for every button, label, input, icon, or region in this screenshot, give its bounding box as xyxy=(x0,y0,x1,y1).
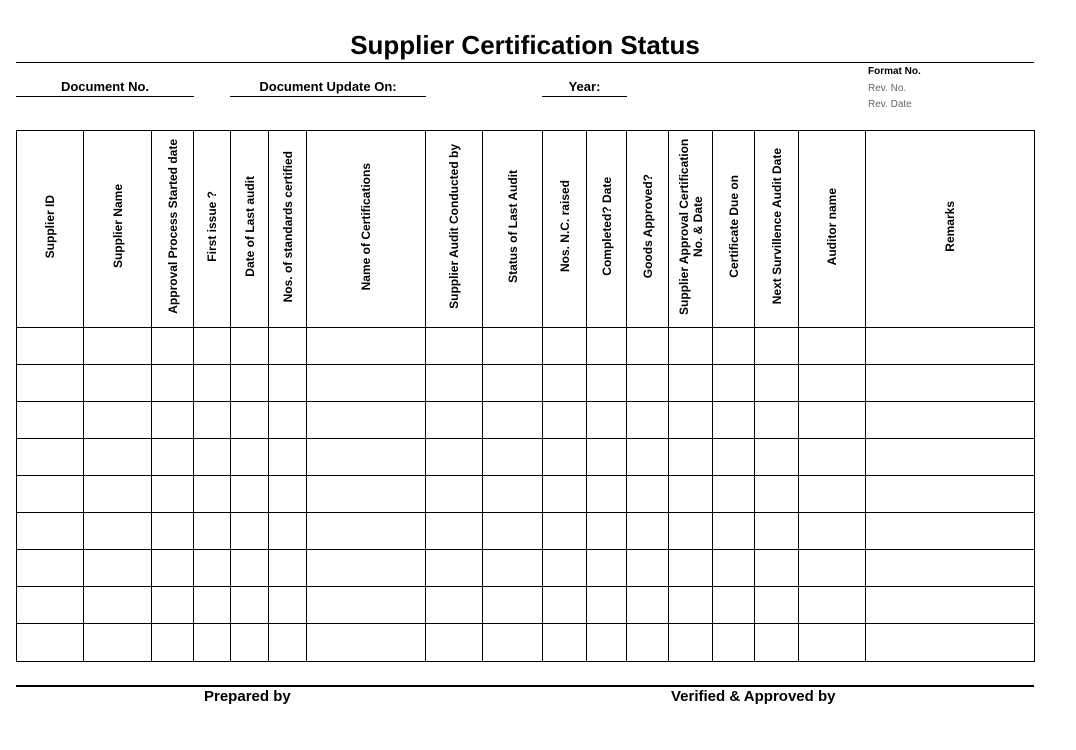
table-cell[interactable] xyxy=(669,587,713,624)
table-cell[interactable] xyxy=(152,476,194,513)
table-cell[interactable] xyxy=(669,624,713,662)
table-cell[interactable] xyxy=(194,513,231,550)
table-cell[interactable] xyxy=(669,328,713,365)
table-cell[interactable] xyxy=(799,365,866,402)
table-cell[interactable] xyxy=(587,587,627,624)
table-cell[interactable] xyxy=(231,365,269,402)
table-cell[interactable] xyxy=(627,550,669,587)
table-cell[interactable] xyxy=(866,328,1035,365)
table-cell[interactable] xyxy=(713,328,755,365)
table-cell[interactable] xyxy=(84,328,152,365)
table-cell[interactable] xyxy=(84,439,152,476)
table-cell[interactable] xyxy=(483,439,543,476)
table-cell[interactable] xyxy=(307,513,426,550)
table-row xyxy=(17,402,1035,439)
column-header xyxy=(231,131,269,328)
document-no-label: Document No. xyxy=(60,79,150,94)
rev-no-label: Rev. No. xyxy=(868,83,907,94)
table-cell[interactable] xyxy=(426,328,483,365)
table-cell[interactable] xyxy=(17,328,84,365)
column-header-label: Nos. of standards certified xyxy=(280,150,295,303)
table-cell[interactable] xyxy=(307,439,426,476)
certification-table-wrapper xyxy=(16,130,1034,652)
table-cell[interactable] xyxy=(231,624,269,662)
table-cell[interactable] xyxy=(84,365,152,402)
table-cell[interactable] xyxy=(799,476,866,513)
column-header xyxy=(426,131,483,328)
column-header-label: Supplier Approval Certification No. & Date xyxy=(676,138,705,315)
table-cell[interactable] xyxy=(231,328,269,365)
table-cell[interactable] xyxy=(426,550,483,587)
table-cell[interactable] xyxy=(194,402,231,439)
table-cell[interactable] xyxy=(194,328,231,365)
table-cell[interactable] xyxy=(669,476,713,513)
table-cell[interactable] xyxy=(669,365,713,402)
table-cell[interactable] xyxy=(194,365,231,402)
table-cell[interactable] xyxy=(152,550,194,587)
table-cell[interactable] xyxy=(483,476,543,513)
year-field[interactable] xyxy=(542,78,627,97)
table-cell[interactable] xyxy=(194,476,231,513)
table-cell[interactable] xyxy=(307,476,426,513)
table-cell[interactable] xyxy=(799,624,866,662)
table-cell[interactable] xyxy=(669,439,713,476)
table-cell[interactable] xyxy=(713,439,755,476)
column-header-label: Remarks xyxy=(943,201,957,252)
table-cell[interactable] xyxy=(307,624,426,662)
table-cell[interactable] xyxy=(483,365,543,402)
table-cell[interactable] xyxy=(587,624,627,662)
table-cell[interactable] xyxy=(755,587,799,624)
table-cell[interactable] xyxy=(307,365,426,402)
table-cell[interactable] xyxy=(669,402,713,439)
table-cell[interactable] xyxy=(543,365,587,402)
column-header-label: Approval Process Started date xyxy=(165,139,180,314)
column-header-label: Status of Last Audit xyxy=(505,170,520,283)
column-header-label: Next Survillence Audit Date xyxy=(769,148,784,305)
table-cell[interactable] xyxy=(84,587,152,624)
table-body xyxy=(17,328,1035,662)
table-cell[interactable] xyxy=(669,513,713,550)
column-header xyxy=(755,131,799,328)
table-cell[interactable] xyxy=(866,587,1035,624)
table-row xyxy=(17,624,1035,662)
table-cell[interactable] xyxy=(587,328,627,365)
column-header xyxy=(543,131,587,328)
table-cell[interactable] xyxy=(152,513,194,550)
table-cell[interactable] xyxy=(587,476,627,513)
table-cell[interactable] xyxy=(194,624,231,662)
table-header-row xyxy=(17,131,1035,328)
table-cell[interactable] xyxy=(799,550,866,587)
table-cell[interactable] xyxy=(426,402,483,439)
table-cell[interactable] xyxy=(17,513,84,550)
table-cell[interactable] xyxy=(866,439,1035,476)
table-cell[interactable] xyxy=(483,550,543,587)
table-cell[interactable] xyxy=(799,439,866,476)
table-row xyxy=(17,550,1035,587)
table-cell[interactable] xyxy=(269,402,307,439)
column-header-label: Date of Last audit xyxy=(242,176,257,277)
table-cell[interactable] xyxy=(543,476,587,513)
table-row xyxy=(17,587,1035,624)
column-header xyxy=(84,131,152,328)
column-header xyxy=(627,131,669,328)
table-cell[interactable] xyxy=(17,624,84,662)
table-cell[interactable] xyxy=(269,550,307,587)
table-cell[interactable] xyxy=(483,624,543,662)
table-cell[interactable] xyxy=(307,328,426,365)
table-row xyxy=(17,476,1035,513)
table-cell[interactable] xyxy=(587,365,627,402)
table-cell[interactable] xyxy=(269,476,307,513)
table-cell[interactable] xyxy=(799,328,866,365)
table-cell[interactable] xyxy=(866,550,1035,587)
table-cell[interactable] xyxy=(17,587,84,624)
prepared-by-label: Prepared by xyxy=(204,688,291,705)
table-cell[interactable] xyxy=(152,365,194,402)
table-cell[interactable] xyxy=(543,402,587,439)
table-cell[interactable] xyxy=(587,513,627,550)
table-cell[interactable] xyxy=(152,402,194,439)
table-cell[interactable] xyxy=(426,587,483,624)
table-cell[interactable] xyxy=(587,439,627,476)
table-cell[interactable] xyxy=(713,550,755,587)
table-cell[interactable] xyxy=(152,439,194,476)
table-cell[interactable] xyxy=(152,328,194,365)
table-cell[interactable] xyxy=(755,513,799,550)
table-cell[interactable] xyxy=(755,476,799,513)
table-cell[interactable] xyxy=(713,476,755,513)
column-header-label: Supplier Audit Conducted by xyxy=(447,144,461,309)
table-cell[interactable] xyxy=(307,402,426,439)
table-cell[interactable] xyxy=(17,402,84,439)
table-cell[interactable] xyxy=(755,550,799,587)
column-header-label: Auditor name xyxy=(825,187,839,266)
table-cell[interactable] xyxy=(231,587,269,624)
table-row xyxy=(17,439,1035,476)
table-cell[interactable] xyxy=(231,402,269,439)
table-cell[interactable] xyxy=(269,513,307,550)
column-header xyxy=(669,131,713,328)
table-cell[interactable] xyxy=(799,587,866,624)
table-cell[interactable] xyxy=(84,476,152,513)
table-cell[interactable] xyxy=(543,513,587,550)
table-cell[interactable] xyxy=(543,439,587,476)
column-header xyxy=(483,131,543,328)
column-header-label: Supplier ID xyxy=(43,194,57,259)
title-divider xyxy=(16,62,1034,63)
column-header xyxy=(799,131,866,328)
table-cell[interactable] xyxy=(152,587,194,624)
table-cell[interactable] xyxy=(866,365,1035,402)
table-cell[interactable] xyxy=(866,624,1035,662)
table-cell[interactable] xyxy=(755,439,799,476)
table-cell[interactable] xyxy=(17,476,84,513)
table-cell[interactable] xyxy=(426,439,483,476)
table-cell[interactable] xyxy=(152,624,194,662)
table-cell[interactable] xyxy=(483,328,543,365)
table-cell[interactable] xyxy=(231,439,269,476)
column-header-label: Name of Certifications xyxy=(359,162,373,291)
form-title: Supplier Certification Status xyxy=(350,30,700,60)
table-cell[interactable] xyxy=(307,587,426,624)
table-cell[interactable] xyxy=(755,624,799,662)
table-cell[interactable] xyxy=(627,402,669,439)
column-header xyxy=(713,131,755,328)
table-cell[interactable] xyxy=(755,365,799,402)
table-cell[interactable] xyxy=(543,587,587,624)
table-cell[interactable] xyxy=(194,550,231,587)
table-cell[interactable] xyxy=(627,439,669,476)
table-cell[interactable] xyxy=(627,587,669,624)
table-cell[interactable] xyxy=(483,587,543,624)
column-header xyxy=(152,131,194,328)
table-cell[interactable] xyxy=(799,402,866,439)
table-cell[interactable] xyxy=(627,476,669,513)
year-label: Year: xyxy=(568,79,601,94)
table-cell[interactable] xyxy=(627,624,669,662)
table-cell[interactable] xyxy=(543,550,587,587)
table-cell[interactable] xyxy=(587,402,627,439)
table-cell[interactable] xyxy=(713,624,755,662)
verified-by-label: Verified & Approved by xyxy=(671,688,836,705)
table-cell[interactable] xyxy=(713,513,755,550)
table-cell[interactable] xyxy=(669,550,713,587)
table-cell[interactable] xyxy=(483,513,543,550)
table-cell[interactable] xyxy=(426,365,483,402)
rev-date-label: Rev. Date xyxy=(868,99,912,110)
table-cell[interactable] xyxy=(713,587,755,624)
table-cell[interactable] xyxy=(194,439,231,476)
column-header xyxy=(269,131,307,328)
table-cell[interactable] xyxy=(231,550,269,587)
column-header xyxy=(17,131,84,328)
table-cell[interactable] xyxy=(543,624,587,662)
column-header-label: Certificate Due on xyxy=(726,175,741,278)
table-cell[interactable] xyxy=(269,624,307,662)
column-header xyxy=(866,131,1035,328)
table-cell[interactable] xyxy=(307,550,426,587)
column-header xyxy=(307,131,426,328)
table-cell[interactable] xyxy=(755,402,799,439)
table-cell[interactable] xyxy=(269,439,307,476)
table-cell[interactable] xyxy=(84,550,152,587)
column-header xyxy=(587,131,627,328)
table-cell[interactable] xyxy=(84,513,152,550)
table-cell[interactable] xyxy=(84,624,152,662)
table-cell[interactable] xyxy=(269,587,307,624)
table-cell[interactable] xyxy=(269,328,307,365)
column-header-label: Nos. N.C. raised xyxy=(557,180,572,273)
table-cell[interactable] xyxy=(231,513,269,550)
table-cell[interactable] xyxy=(713,402,755,439)
table-cell[interactable] xyxy=(269,365,307,402)
table-cell[interactable] xyxy=(866,513,1035,550)
table-cell[interactable] xyxy=(866,476,1035,513)
document-update-field[interactable] xyxy=(230,78,426,97)
document-update-label: Document Update On: xyxy=(259,79,397,94)
table-cell[interactable] xyxy=(627,365,669,402)
table-cell[interactable] xyxy=(426,476,483,513)
table-cell[interactable] xyxy=(17,550,84,587)
column-header-label: First issue ? xyxy=(205,191,219,262)
table-cell[interactable] xyxy=(713,365,755,402)
column-header-label: Goods Approved? xyxy=(640,174,655,279)
table-cell[interactable] xyxy=(587,550,627,587)
table-cell[interactable] xyxy=(755,328,799,365)
format-no-label: Format No. xyxy=(868,66,921,77)
table-cell[interactable] xyxy=(194,587,231,624)
table-cell[interactable] xyxy=(483,402,543,439)
table-row xyxy=(17,365,1035,402)
column-header-label: Completed? Date xyxy=(599,177,614,276)
table-cell[interactable] xyxy=(799,513,866,550)
table-cell[interactable] xyxy=(543,328,587,365)
column-header-label: Supplier Name xyxy=(110,184,125,269)
table-row xyxy=(17,328,1035,365)
table-cell[interactable] xyxy=(627,513,669,550)
table-cell[interactable] xyxy=(627,328,669,365)
column-header xyxy=(194,131,231,328)
table-cell[interactable] xyxy=(17,439,84,476)
table-cell[interactable] xyxy=(84,402,152,439)
certification-table xyxy=(16,130,1035,662)
document-no-field[interactable] xyxy=(16,78,194,97)
footer-divider xyxy=(16,685,1034,687)
table-cell[interactable] xyxy=(231,476,269,513)
table-cell[interactable] xyxy=(866,402,1035,439)
table-cell[interactable] xyxy=(426,624,483,662)
table-row xyxy=(17,513,1035,550)
table-cell[interactable] xyxy=(426,513,483,550)
table-cell[interactable] xyxy=(17,365,84,402)
